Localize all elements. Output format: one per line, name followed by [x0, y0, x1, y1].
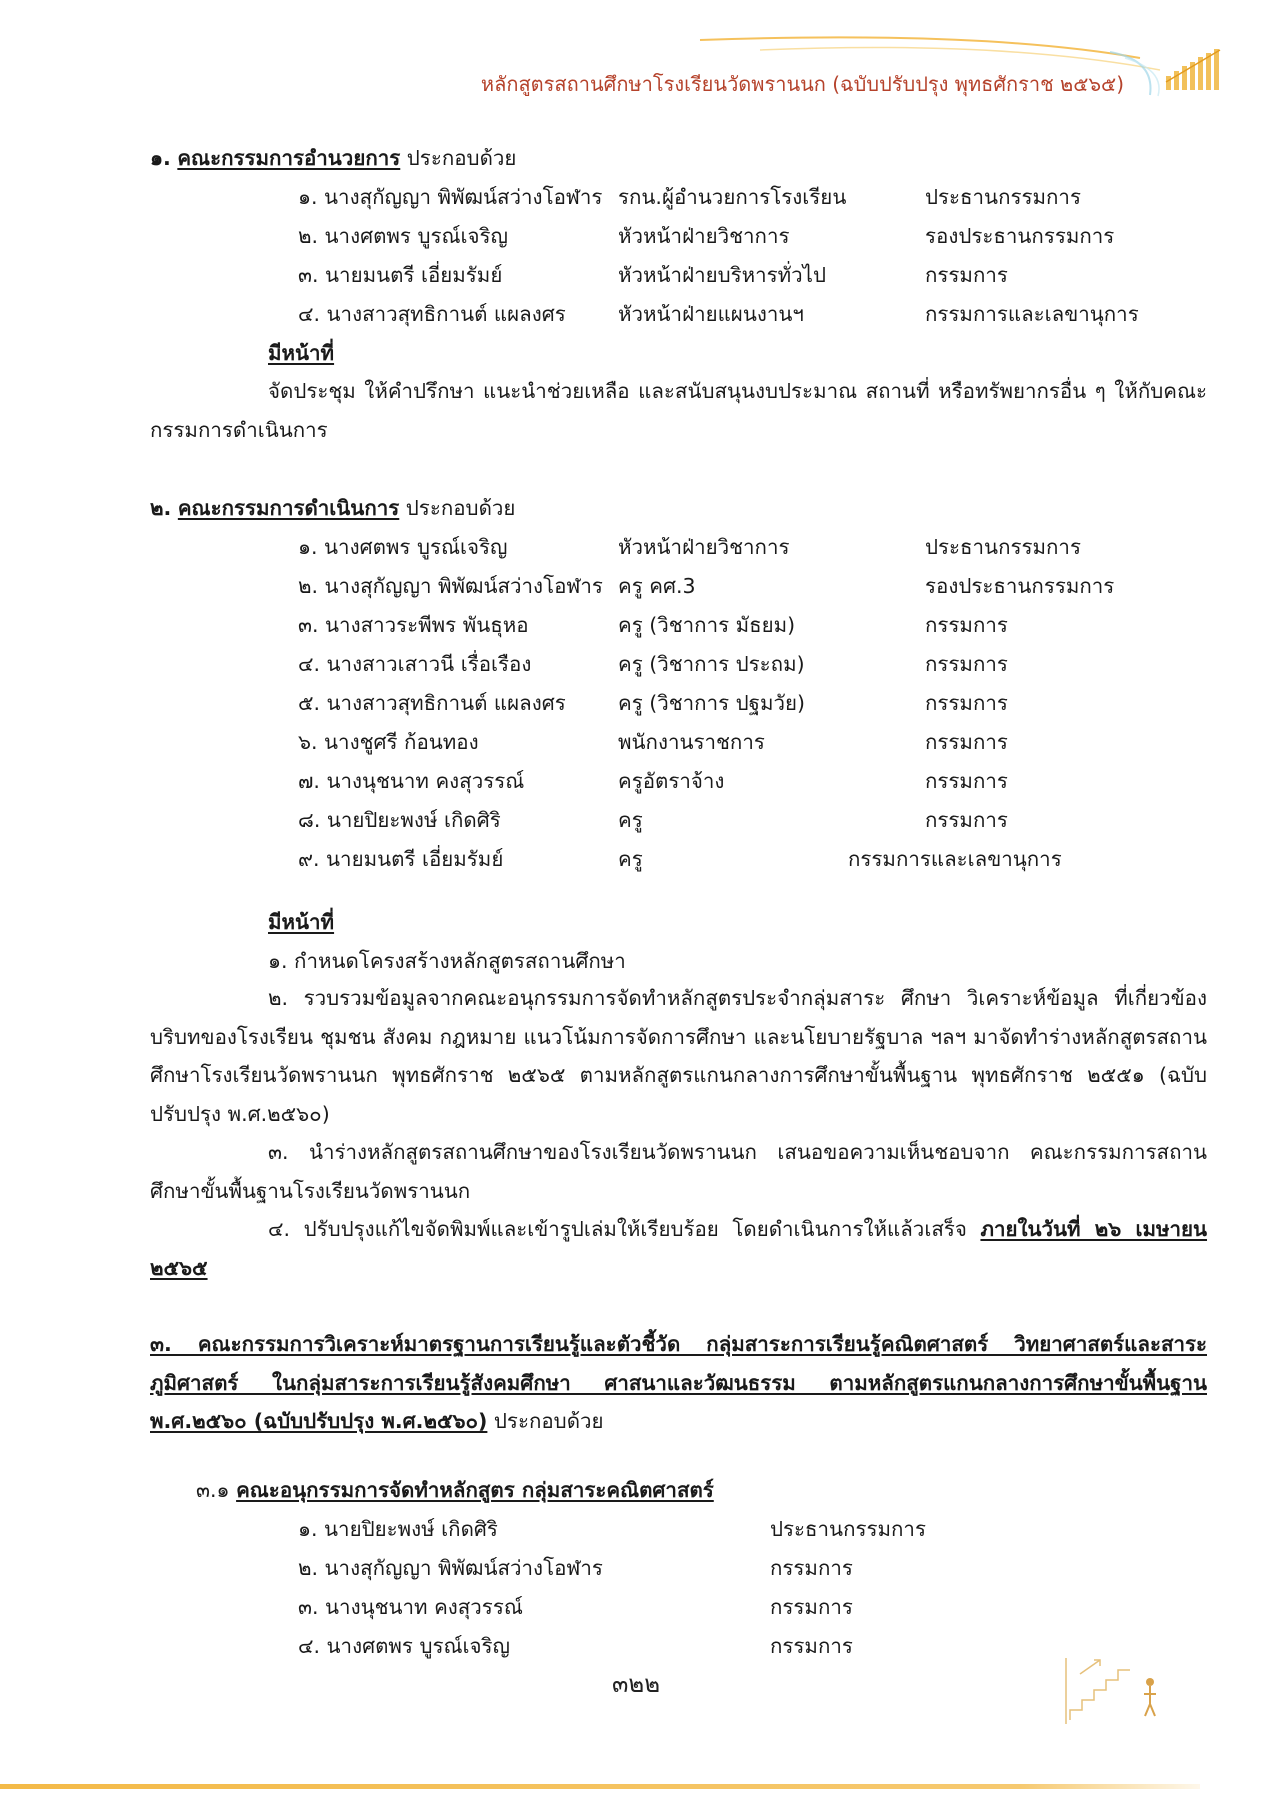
- section2-title: คณะกรรมการดำเนินการ: [177, 496, 400, 520]
- member-role: กรรมการ: [925, 691, 1008, 715]
- member-role: กรรมการ: [925, 730, 1008, 754]
- member-position: พนักงานราชการ: [618, 730, 765, 754]
- section2-duty-1: ๑. กำหนดโครงสร้างหลักสูตรสถานศึกษา: [268, 949, 626, 973]
- member-position: ครูอัตราจ้าง: [618, 769, 725, 793]
- section3-suffix: ประกอบด้วย: [493, 1409, 604, 1433]
- member-name: ๒. นางสุกัญญา พิพัฒน์สว่างโอฬาร: [298, 574, 603, 598]
- member-position: ครู (วิชาการ มัธยม): [618, 613, 796, 637]
- section2-suffix: ประกอบด้วย: [405, 496, 516, 520]
- member-name: ๓. นางสาวระพีพร พันธุหอ: [298, 613, 529, 637]
- member-name: ๒. นางศตพร บูรณ์เจริญ: [298, 224, 508, 248]
- member-name: ๘. นายปิยะพงษ์ เกิดศิริ: [298, 808, 501, 832]
- member-role: กรรมการและเลขานุการ: [925, 302, 1139, 326]
- member-position: หัวหน้าฝ่ายวิชาการ: [618, 224, 790, 248]
- section3-title: ๓. คณะกรรมการวิเคราะห์มาตรฐานการเรียนรู้และตัวชี้วัด กลุ่มสาระการเรียนรู้คณิตศาสตร์ วิทยาศาสตร์และสาระภูมิศาสตร์ ในกลุ่มสาระการเรียนรู้สังคมศึกษา ศาสนาและวัฒนธรรม ตามหลักสูตรแกนกลางการศึกษาขั้นพื้นฐาน พ.ศ.๒๕๖๐ (ฉบับปรับปรุง พ.ศ.๒๕๖๐): [150, 1332, 1207, 1433]
- section2-duty-4: [150, 1210, 1207, 1287]
- member-role: กรรมการ: [925, 808, 1008, 832]
- member-position: ครู (วิชาการ ปฐมวัย): [618, 691, 805, 715]
- member-name: ๖. นางชูศรี ก้อนทอง: [298, 730, 479, 754]
- member-role: กรรมการ: [925, 769, 1008, 793]
- section2-duty-2: [150, 979, 1207, 1133]
- member-name: ๑. นางสุกัญญา พิพัฒน์สว่างโอฬาร: [298, 185, 603, 209]
- section1-suffix: ประกอบด้วย: [406, 146, 517, 170]
- member-position: ครู (วิชาการ ประถม): [618, 652, 805, 676]
- member-role: กรรมการ: [770, 1556, 853, 1580]
- bar-chart-logo-icon: [1164, 46, 1234, 92]
- stairs-climber-icon: [1060, 1650, 1180, 1730]
- member-role: รองประธานกรรมการ: [925, 224, 1115, 248]
- member-name: ๑. นายปิยะพงษ์ เกิดศิริ: [298, 1517, 498, 1541]
- section2-duty-heading: มีหน้าที่: [268, 910, 335, 934]
- section1-number: ๑.: [150, 146, 171, 170]
- section2-duty-2-body: ๒. รวบรวมข้อมูลจากคณะอนุกรรมการจัดทำหลักสูตรประจำกลุ่มสาระ ศึกษา วิเคราะห์ข้อมูล ที่เกี่ยวข้อง บริบทของโรงเรียน ชุมชน สังคม กฎหมาย แนวโน้มการจัดการศึกษา และนโยบายรัฐบาล ฯลฯ มาจัดทำร่างหลักสูตรสถานศึกษาโรงเรียนวัดพรานนก พุทธศักราช ๒๕๖๕ ตามหลักสูตรแกนกลางการศึกษาขั้นพื้นฐาน พุทธศักราช ๒๕๕๑ (ฉบับปรับปรุง พ.ศ.๒๕๖๐): [150, 986, 1207, 1126]
- section2-number: ๒.: [150, 496, 172, 520]
- member-role: ประธานกรรมการ: [925, 535, 1081, 559]
- member-role: กรรมการ: [770, 1595, 853, 1619]
- section2-duty-3: [150, 1133, 1207, 1210]
- section1-title: คณะกรรมการอำนวยการ: [177, 146, 401, 170]
- member-position: หัวหน้าฝ่ายแผนงานฯ: [618, 302, 804, 326]
- section3-1-title: คณะอนุกรรมการจัดทำหลักสูตร กลุ่มสาระคณิตศาสตร์: [236, 1478, 714, 1502]
- member-name: ๔. นางสาวสุทธิกานต์ แผลงศร: [298, 302, 566, 326]
- section1-duty-text: [150, 372, 1207, 449]
- member-position: รกน.ผู้อำนวยการโรงเรียน: [618, 185, 847, 209]
- member-role: ประธานกรรมการ: [770, 1517, 926, 1541]
- section3-1-number: ๓.๑: [196, 1478, 230, 1502]
- member-role: กรรมการ: [925, 263, 1008, 287]
- section2-duty-4-body: ๔. ปรับปรุงแก้ไขจัดพิมพ์และเข้ารูปเล่มให้เรียบร้อย โดยดำเนินการให้แล้วเสร็จ: [268, 1217, 981, 1241]
- member-position: หัวหน้าฝ่ายวิชาการ: [618, 535, 790, 559]
- member-role: กรรมการและเลขานุการ: [848, 847, 1062, 871]
- member-position: ครู: [618, 847, 643, 871]
- member-position: หัวหน้าฝ่ายบริหารทั่วไป: [618, 263, 827, 287]
- section3-heading: [150, 1325, 1207, 1441]
- section1-heading: [150, 144, 516, 172]
- member-name: ๙. นายมนตรี เอี่ยมรัมย์: [298, 847, 504, 871]
- member-position: ครู คศ.3: [618, 574, 696, 598]
- member-name: ๒. นางสุกัญญา พิพัฒน์สว่างโอฬาร: [298, 1556, 603, 1580]
- member-name: ๓. นายมนตรี เอี่ยมรัมย์: [298, 263, 503, 287]
- member-position: ครู: [618, 808, 643, 832]
- page-number: ๓๒๒: [611, 1670, 661, 1698]
- member-name: ๓. นางนุชนาท คงสุวรรณ์: [298, 1595, 523, 1619]
- member-name: ๕. นางสาวสุทธิกานต์ แผลงศร: [298, 691, 566, 715]
- member-name: ๗. นางนุชนาท คงสุวรรณ์: [298, 769, 525, 793]
- member-role: รองประธานกรรมการ: [925, 574, 1115, 598]
- header-title: หลักสูตรสถานศึกษาโรงเรียนวัดพรานนก (ฉบับปรับปรุง พุทธศักราช ๒๕๖๕): [480, 72, 1124, 96]
- section1-duty-body: จัดประชุม ให้คำปรึกษา แนะนำช่วยเหลือ และสนับสนุนงบประมาณ สถานที่ หรือทรัพยากรอื่น ๆ ให้กับคณะกรรมการดำเนินการ: [150, 379, 1207, 442]
- member-role: กรรมการ: [925, 613, 1008, 637]
- header-swoosh: [0, 0, 1272, 120]
- section2-heading: [150, 494, 515, 522]
- member-name: ๑. นางศตพร บูรณ์เจริญ: [298, 535, 508, 559]
- member-role: ประธานกรรมการ: [925, 185, 1081, 209]
- member-name: ๔. นางศตพร บูรณ์เจริญ: [298, 1634, 510, 1658]
- section3-1-heading: [196, 1476, 714, 1504]
- section2-duty-3-body: ๓. นำร่างหลักสูตรสถานศึกษาของโรงเรียนวัดพรานนก เสนอขอความเห็นชอบจาก คณะกรรมการสถานศึกษาขั้นพื้นฐานโรงเรียนวัดพรานนก: [150, 1140, 1207, 1203]
- member-role: กรรมการ: [770, 1634, 853, 1658]
- member-name: ๔. นางสาวเสาวนี เรื่อเรือง: [298, 652, 532, 676]
- member-role: กรรมการ: [925, 652, 1008, 676]
- section1-duty-heading: มีหน้าที่: [268, 341, 335, 365]
- section2-duty-4-deadline: ภายในวันที่ ๒๖ เมษายน ๒๕๖๕: [150, 1217, 1208, 1280]
